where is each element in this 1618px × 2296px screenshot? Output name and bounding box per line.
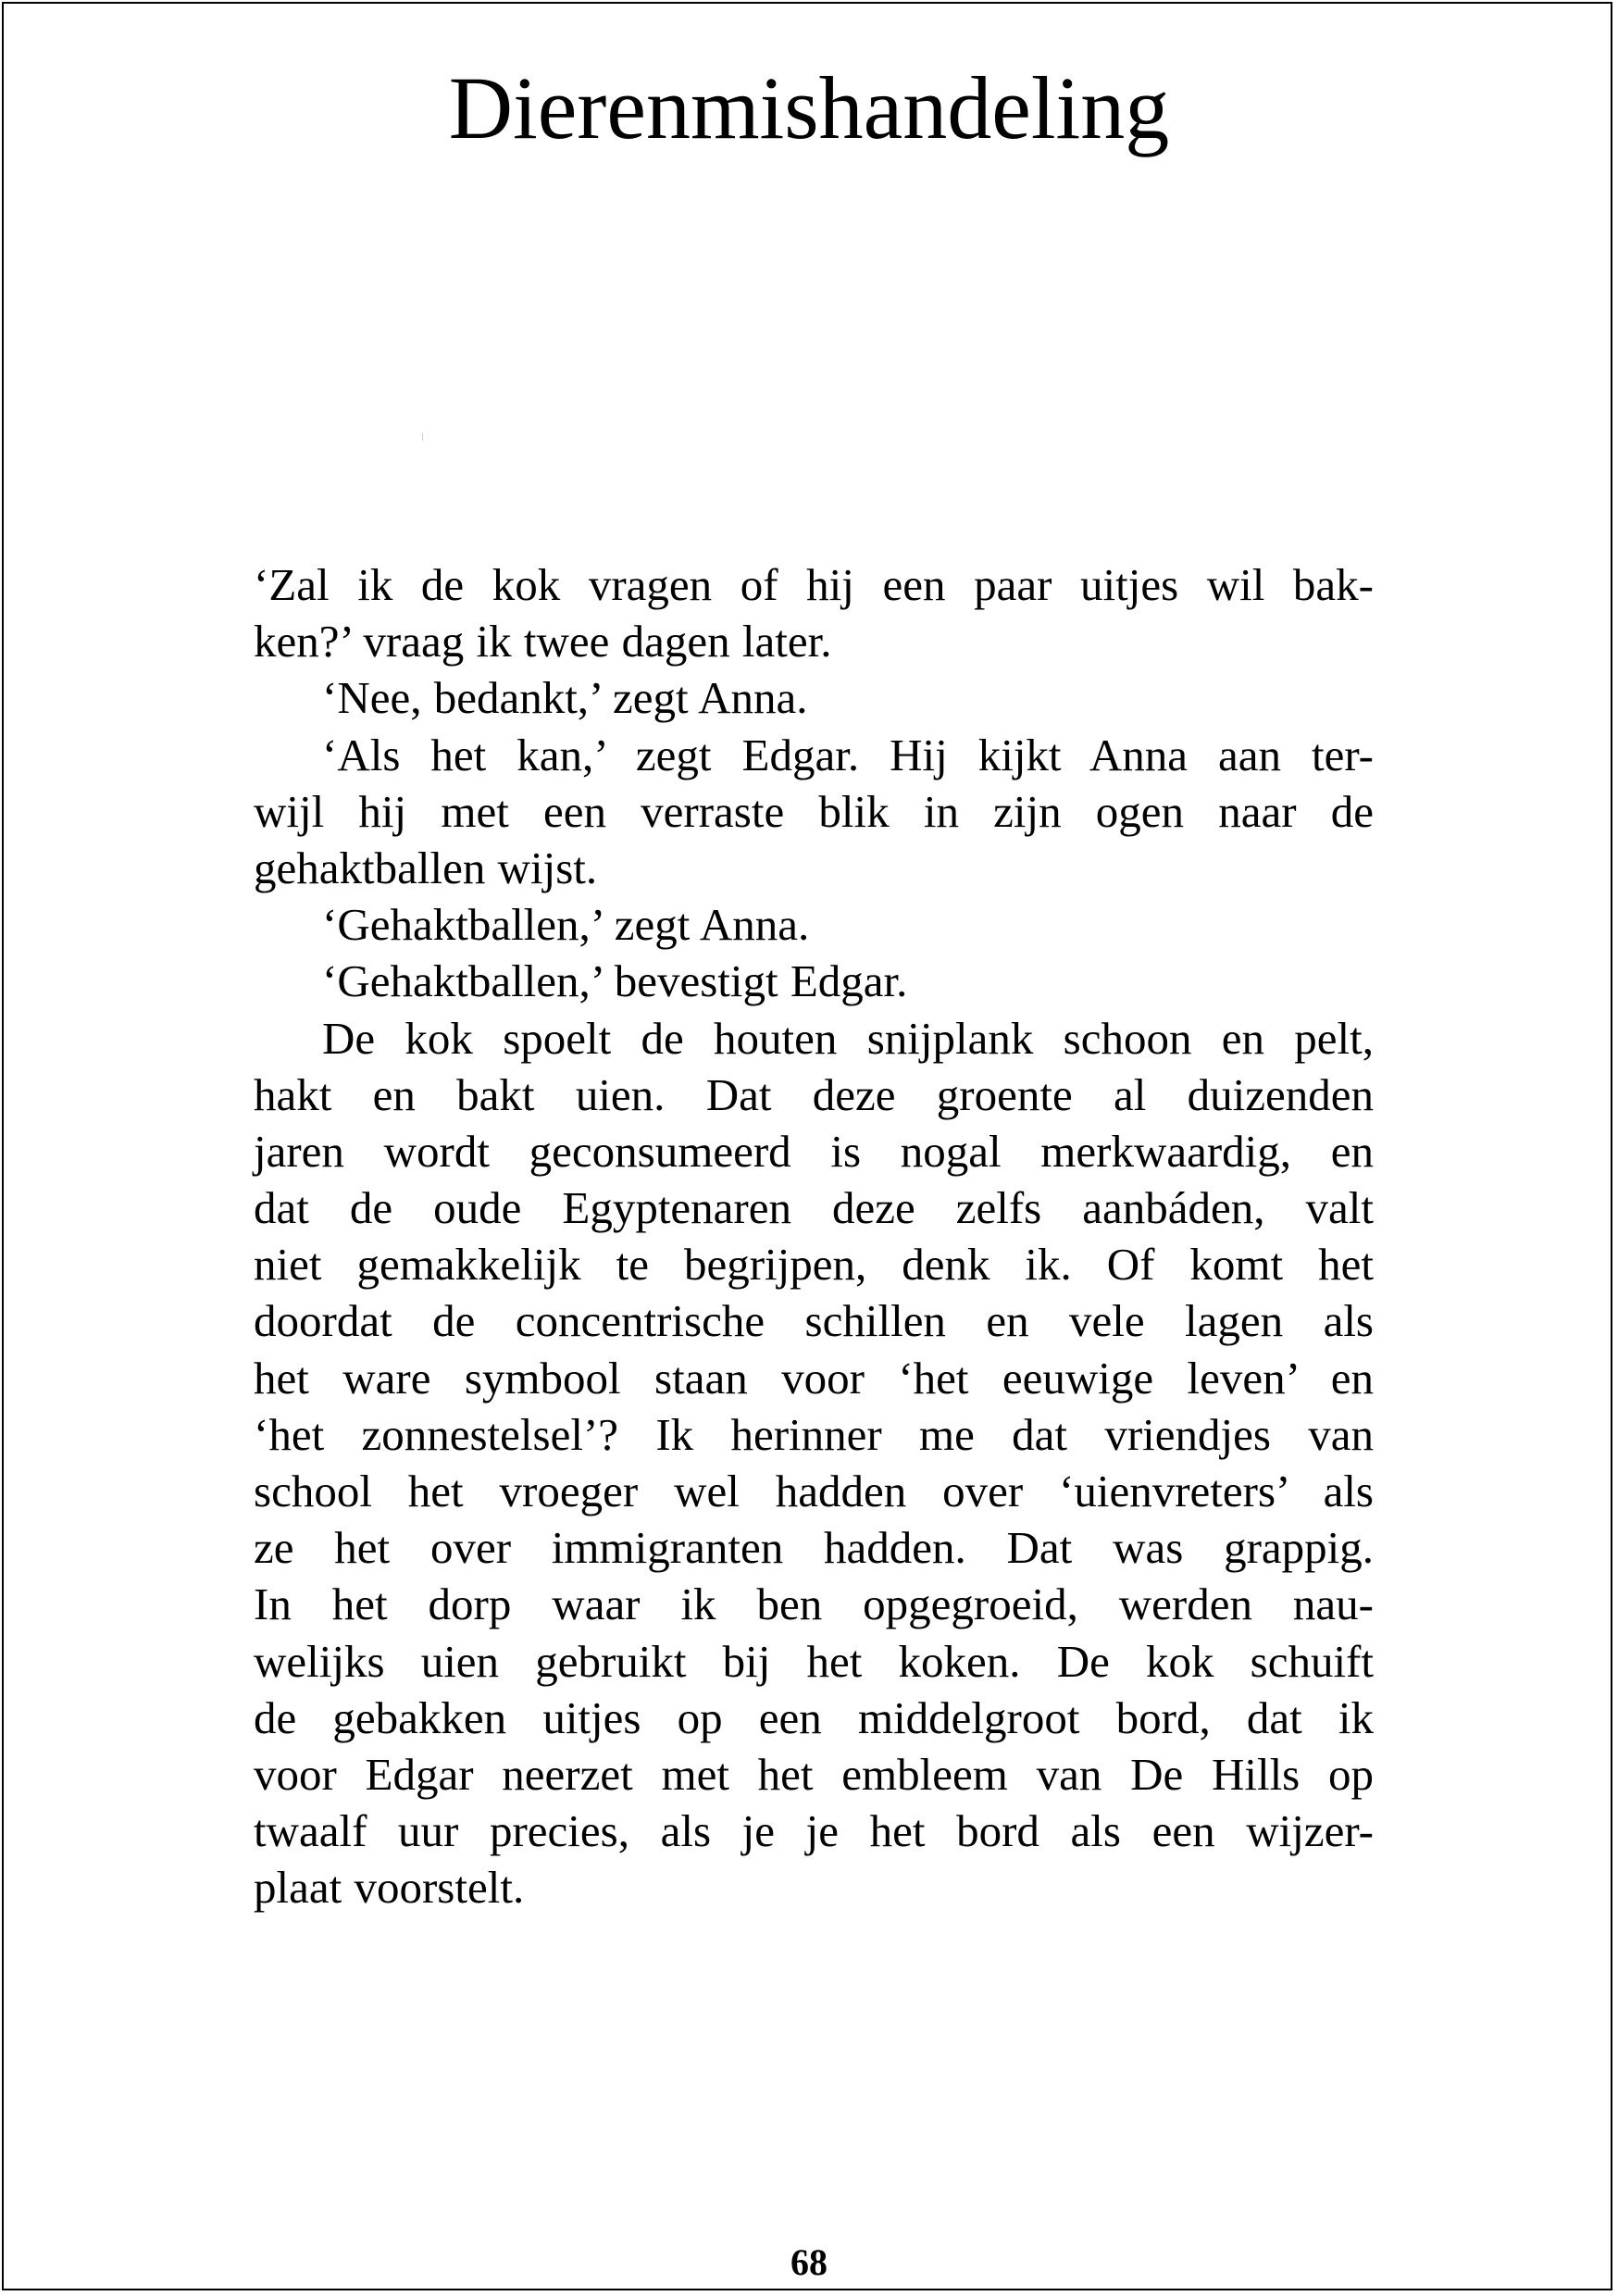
text-line: ‘Zal ik de kok vragen of hij een paar uitjes wil bak- bbox=[254, 559, 1374, 610]
text-line: ken?’ vraag ik twee dagen later. bbox=[254, 616, 832, 668]
text-line: voor Edgar neerzet met het embleem van De Hills op bbox=[254, 1748, 1374, 1800]
text-line: welijks uien gebruikt bij het koken. De kok schuift bbox=[254, 1635, 1374, 1687]
text-line: het ware symbool staan voor ‘het eeuwige leven’ en bbox=[254, 1352, 1374, 1404]
text-line: wijl hij met een verraste blik in zijn ogen naar de bbox=[254, 785, 1374, 837]
text-line: gehaktballen wijst. bbox=[254, 842, 598, 893]
text-line: ‘Gehaktballen,’ zegt Anna. bbox=[322, 899, 810, 951]
text-line: De kok spoelt de houten snijplank schoon en pelt, bbox=[322, 1012, 1374, 1064]
text-line: doordat de concentrische schillen en vele lagen als bbox=[254, 1295, 1374, 1347]
text-line: dat de oude Egyptenaren deze zelfs aanbáden, valt bbox=[254, 1182, 1374, 1234]
text-line: ‘Nee, bedankt,’ zegt Anna. bbox=[322, 672, 808, 724]
text-line: ze het over immigranten hadden. Dat was grappig. bbox=[254, 1522, 1374, 1574]
text-line: plaat voorstelt. bbox=[254, 1862, 525, 1914]
text-line: niet gemakkelijk te begrijpen, denk ik. Of komt het bbox=[254, 1239, 1374, 1291]
page-number: 68 bbox=[790, 2241, 828, 2283]
text-line: ‘Gehaktballen,’ bevestigt Edgar. bbox=[322, 955, 908, 1007]
text-line: In het dorp waar ik ben opgegroeid, werden nau- bbox=[254, 1578, 1374, 1630]
text-line: jaren wordt geconsumeerd is nogal merkwaardig, en bbox=[254, 1125, 1374, 1177]
text-line: de gebakken uitjes op een middelgroot bord, dat ik bbox=[254, 1691, 1374, 1743]
body-text bbox=[254, 556, 1374, 1916]
chapter-title: Dierenmishandeling bbox=[448, 58, 1170, 157]
text-line: twaalf uur precies, als je je het bord als een wijzer- bbox=[254, 1805, 1374, 1857]
text-line: school het vroeger wel hadden over ‘uienvreters’ als bbox=[254, 1466, 1374, 1516]
text-line: ‘Als het kan,’ zegt Edgar. Hij kijkt Anna aan ter- bbox=[322, 729, 1374, 780]
text-line: hakt en bakt uien. Dat deze groente al duizenden bbox=[254, 1068, 1374, 1120]
scan-speck bbox=[422, 433, 423, 441]
text-line: ‘het zonnestelsel’? Ik herinner me dat vriendjes van bbox=[254, 1408, 1374, 1460]
